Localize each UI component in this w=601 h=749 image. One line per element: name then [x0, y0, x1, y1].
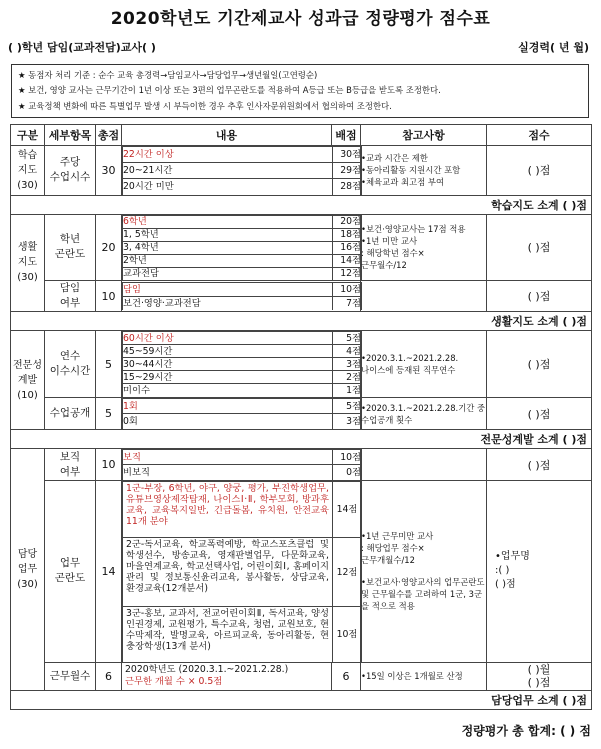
list-item: 30~44시간 — [123, 358, 333, 371]
list-item: 2군-독서교육, 학교폭력예방, 학교스포츠클럽 및 학생선수, 방송교육, 영재판별업무, 다문화교육, 마을연계교육, 학교선택사업, 어린이회Ⅰ, 홈페이지관리 및 정보통신윤리교육, 봉사활동, 상담교육, 환경교육(12개분서) — [123, 538, 333, 607]
duty-name-input[interactable]: •업무명 :( ) ( )점 — [487, 481, 592, 663]
table-row — [11, 449, 592, 481]
score-input[interactable]: ( )점 — [487, 146, 592, 196]
total-cell: 5 — [96, 398, 122, 430]
category-prof: 전문성 계발 (10) — [11, 331, 45, 430]
points-cell: 10점 — [333, 282, 362, 296]
remarks-cell: •2020.3.1.~2021.2.28.기간 중 수업공개 횟수 — [361, 398, 487, 430]
score-input[interactable]: ( )점 — [527, 676, 551, 689]
grand-total: 정량평가 총 합계: ( ) 점 — [461, 724, 591, 738]
category-duty: 담당 업무 (30) — [11, 449, 45, 691]
total-cell: 6 — [96, 662, 122, 690]
list-item: 45~59시간 — [123, 345, 333, 358]
category-learning: 학습 지도 (30) — [11, 146, 45, 196]
points-cell: 30점 — [333, 147, 362, 163]
content-list — [122, 146, 362, 195]
total-cell: 10 — [96, 449, 122, 481]
subtotal-prof: 전문성계발 소계 ( )점 — [11, 430, 592, 449]
remarks-cell: •15일 이상은 1개월로 산정 — [361, 662, 487, 690]
months-formula: 근무한 개월 수 × 0.5점 — [125, 676, 223, 687]
months-period: 2020학년도 (2020.3.1.~2021.2.28.) — [125, 664, 289, 675]
remarks-cell: •보건교사·영양교사의 업무곤란도 및 근무월수를 고려하여 1군, 3군을 적으로 적용 — [361, 577, 485, 612]
item-homeroom: 담임 여부 — [45, 281, 96, 312]
remarks-cell: •교과 시간은 제한 •동아리활동 지원시간 포함 •체육교과 최고점 부여 — [361, 146, 487, 196]
list-item: 보직 — [123, 450, 333, 465]
months-input[interactable]: ( )월 — [527, 663, 551, 676]
list-item: 20~21시간 — [123, 163, 333, 179]
table-row — [11, 331, 592, 398]
item-grade-difficulty: 학년 곤란도 — [45, 214, 96, 281]
content-list — [122, 282, 362, 311]
total-cell: 14 — [96, 481, 122, 663]
table-row — [11, 662, 592, 690]
list-item: 6학년 — [123, 215, 333, 228]
points-cell: 10점 — [333, 450, 362, 465]
table-header — [11, 125, 592, 146]
score-table — [10, 124, 592, 710]
points-cell: 12점 — [333, 538, 362, 607]
score-input[interactable]: ( )점 — [487, 449, 592, 481]
page-title: 2020학년도 기간제교사 성과급 정량평가 점수표 — [110, 9, 491, 29]
points-cell: 20점 — [333, 215, 362, 228]
notice-line: ★ 동점자 처리 기준 : 순수 교육 총경력→담임교사→담당업무→생년월일(고연령순) — [18, 70, 318, 80]
class-teacher-field[interactable]: ( )학년 담임(교과전담)교사( ) — [8, 41, 156, 54]
points-cell: 5점 — [333, 399, 362, 414]
content-list — [122, 398, 362, 429]
points-cell: 0점 — [333, 465, 362, 480]
score-input[interactable]: ( )점 — [487, 281, 592, 312]
total-cell: 5 — [96, 331, 122, 398]
points-cell: 16점 — [333, 241, 362, 254]
item-training-hours: 연수 이수시간 — [45, 331, 96, 398]
notice-line: ★ 보건, 영양 교사는 근무기간이 1년 이상 또는 3편의 업무곤란도를 적용하여 A등급 또는 B등급을 받도록 조정한다. — [18, 85, 441, 96]
points-cell: 12점 — [333, 267, 362, 280]
points-cell: 3점 — [333, 414, 362, 429]
list-item: 담임 — [123, 282, 333, 296]
points-cell: 6 — [332, 662, 361, 690]
col-score: 점수 — [487, 125, 592, 146]
subtotal-duty: 담당업무 소계 ( )점 — [11, 690, 592, 709]
item-open-class: 수업공개 — [45, 398, 96, 430]
col-content: 내용 — [122, 125, 332, 146]
subtotal-life: 생활지도 소계 ( )점 — [11, 312, 592, 331]
col-remarks: 참고사항 — [361, 125, 487, 146]
list-item: 3, 4학년 — [123, 241, 333, 254]
points-cell: 3점 — [333, 358, 362, 371]
list-item: 2학년 — [123, 254, 333, 267]
col-category: 구분 — [11, 125, 45, 146]
notice-line: ★ 교육정책 변화에 따른 특별업무 발생 시 부득이한 경우 추후 인사자문위원회에서 협의하여 조정한다. — [18, 100, 392, 111]
content-list — [122, 331, 362, 397]
item-work-difficulty: 업무 곤란도 — [45, 481, 96, 663]
col-total: 총점 — [96, 125, 122, 146]
content-list — [122, 449, 362, 480]
teacher-info-line — [8, 39, 589, 55]
content-list — [122, 215, 362, 281]
remarks-cell: •1년 근무미만 교사 : 해당업무 점수× 근무개월수/12 — [361, 531, 434, 566]
list-item: 15~29시간 — [123, 371, 333, 384]
points-cell: 14점 — [333, 254, 362, 267]
list-item: 0회 — [123, 414, 333, 429]
remarks-cell: •보건·영양교사는 17점 적용 •1년 미만 교사 : 해당학년 점수× 근무월수/12 — [361, 214, 487, 281]
points-cell: 5점 — [333, 332, 362, 345]
points-cell: 4점 — [333, 345, 362, 358]
category-life: 생활 지도 (30) — [11, 214, 45, 312]
table-row — [11, 146, 592, 196]
col-points: 배점 — [332, 125, 361, 146]
table-row — [11, 481, 592, 663]
table-row — [11, 398, 592, 430]
score-input[interactable]: ( )점 — [487, 214, 592, 281]
points-cell: 18점 — [333, 228, 362, 241]
list-item: 3군-홍보, 교과서, 전교어린이회Ⅱ, 독서교육, 양성인권경제, 교원평가, 특수교육, 청렴, 교원보호, 현수막제작, 발명교육, 아르피교육, 동아리활동, 현충장학생(13개 분서) — [123, 607, 333, 662]
notice-box — [11, 64, 589, 118]
table-row — [11, 214, 592, 281]
points-cell: 7점 — [333, 296, 362, 310]
item-position: 보직 여부 — [45, 449, 96, 481]
total-cell: 30 — [96, 146, 122, 196]
list-item: 보건·영양·교과전담 — [123, 296, 333, 310]
item-weekly-hours: 주당 수업시수 — [45, 146, 96, 196]
points-cell: 10점 — [333, 607, 362, 662]
table-row — [11, 281, 592, 312]
item-months: 근무월수 — [45, 662, 96, 690]
career-field[interactable]: 실경력( 년 월) — [518, 41, 589, 54]
list-item: 1군-부장, 6학년, 야구, 양궁, 평가, 부진학생업무, 유튜브영상제작탑재, 나이스Ⅰ·Ⅱ, 학부모회, 방과후교육, 교육복지일반, 긴급돌봄, 유치원, 안전교육11개 분야 — [123, 482, 333, 538]
list-item: 미이수 — [123, 384, 333, 397]
list-item: 60시간 이상 — [123, 332, 333, 345]
list-item: 비보직 — [123, 465, 333, 480]
list-item: 1회 — [123, 399, 333, 414]
score-input[interactable]: ( )점 — [487, 398, 592, 430]
score-input[interactable]: ( )점 — [487, 331, 592, 398]
list-item: 1, 5학년 — [123, 228, 333, 241]
points-cell: 28점 — [333, 179, 362, 195]
remarks-cell: •2020.3.1.~2021.2.28. 나이스에 등재된 직무연수 — [361, 331, 487, 398]
list-item: 20시간 미만 — [123, 179, 333, 195]
total-cell: 10 — [96, 281, 122, 312]
list-item: 교과전담 — [123, 267, 333, 280]
points-cell: 14점 — [333, 482, 362, 538]
points-cell: 2점 — [333, 371, 362, 384]
subtotal-learning: 학습지도 소계 ( )점 — [11, 195, 592, 214]
points-cell: 1점 — [333, 384, 362, 397]
col-item: 세부항목 — [45, 125, 96, 146]
content-list — [122, 481, 362, 662]
points-cell: 29점 — [333, 163, 362, 179]
total-cell: 20 — [96, 214, 122, 281]
list-item: 22시간 이상 — [123, 147, 333, 163]
